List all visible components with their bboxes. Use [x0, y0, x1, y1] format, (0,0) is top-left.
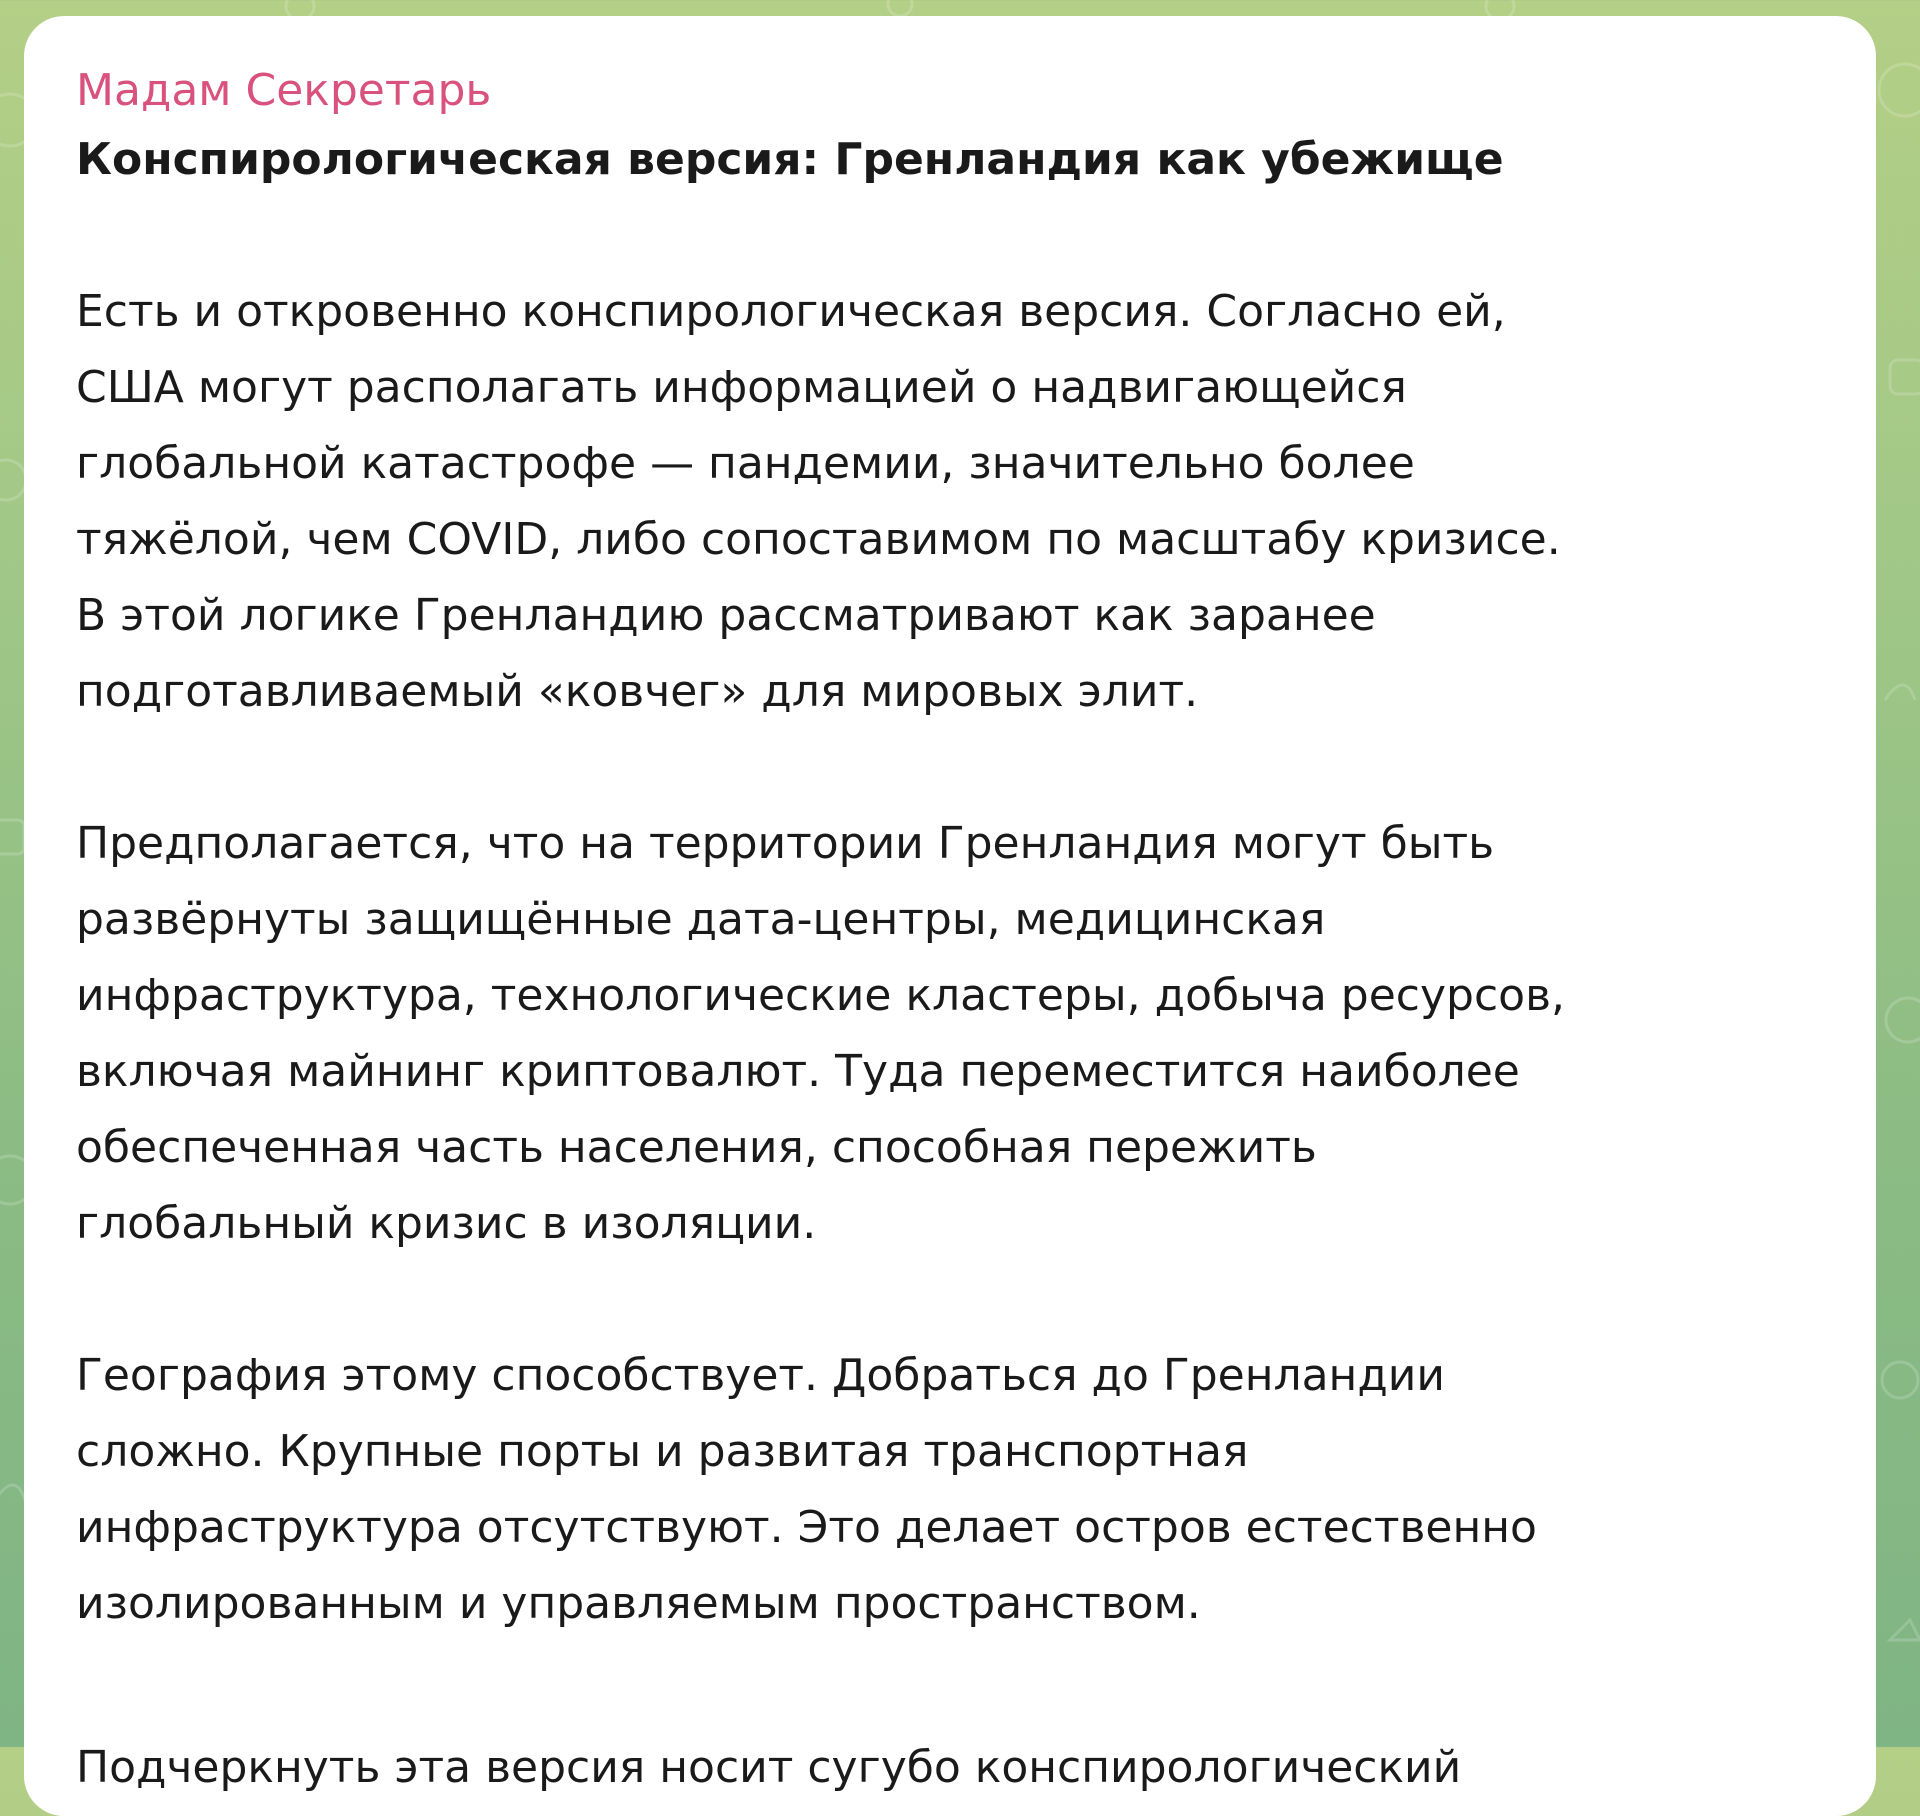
text-line: глобальной катастрофе — пандемии, значительно более: [76, 438, 1415, 489]
paragraph: [76, 274, 1824, 730]
message-bubble: [24, 16, 1876, 1816]
text-line: глобальный кризис в изоляции.: [76, 1198, 817, 1249]
text-line: инфраструктура, технологические кластеры, добыча ресурсов,: [76, 970, 1565, 1021]
text-line: География этому способствует. Добраться до Гренландии: [76, 1350, 1445, 1401]
text-line: США могут располагать информацией о надвигающейся: [76, 362, 1407, 413]
sender-name[interactable]: Мадам Секретарь: [76, 65, 492, 116]
text-line: тяжёлой, чем COVID, либо сопоставимом по масштабу кризисе.: [76, 514, 1561, 565]
text-line: сложно. Крупные порты и развитая транспортная: [76, 1426, 1249, 1477]
paragraph: [76, 1338, 1824, 1642]
message-title: Конспирологическая версия: Гренландия как убежище: [76, 134, 1504, 185]
text-line: обеспеченная часть населения, способная пережить: [76, 1122, 1317, 1173]
message-body: [76, 274, 1824, 1642]
text-line: Предполагается, что на территории Гренландия могут быть: [76, 818, 1495, 869]
text-line: включая майнинг криптовалют. Туда переместится наиболее: [76, 1046, 1520, 1097]
text-line: развёрнуты защищённые дата-центры, медицинская: [76, 894, 1326, 945]
text-line: В этой логике Гренландию рассматривают как заранее: [76, 590, 1376, 641]
text-line: Есть и откровенно конспирологическая версия. Согласно ей,: [76, 286, 1506, 337]
paragraph: [76, 806, 1824, 1262]
cut-off-text-line: Подчеркнуть эта версия носит сугубо конспирологический: [76, 1742, 1462, 1793]
text-line: подготавливаемый «ковчег» для мировых элит.: [76, 666, 1199, 717]
text-line: инфраструктура отсутствуют. Это делает остров естественно: [76, 1502, 1537, 1553]
text-line: изолированным и управляемым пространством.: [76, 1578, 1201, 1629]
